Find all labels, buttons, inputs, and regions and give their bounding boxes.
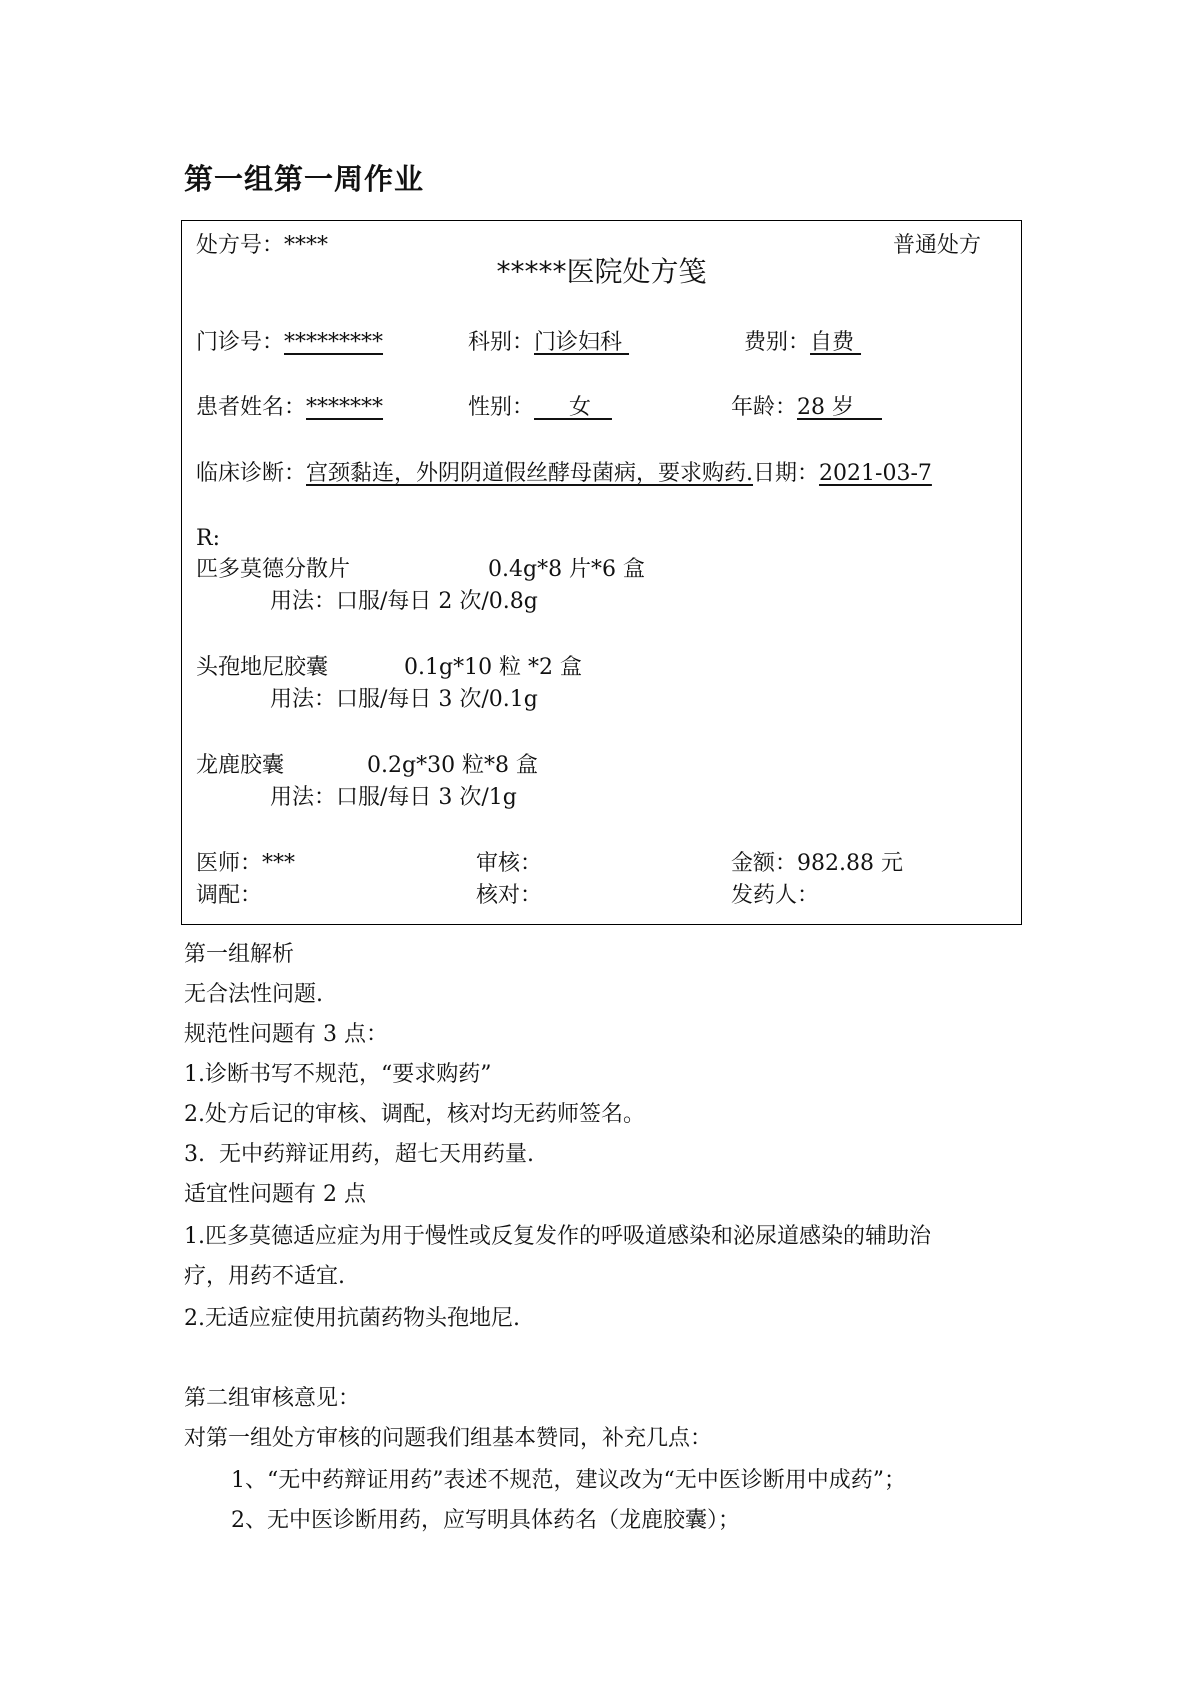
- issuer-signature: 发药人：: [731, 883, 820, 908]
- analysis-line: 2.处方后记的审核、调配，核对均无药师签名。: [184, 1102, 645, 1127]
- prescription-number: 处方号：****: [196, 233, 329, 258]
- drug-spec: 0.1g*10 粒 *2 盒: [404, 655, 583, 680]
- prescription-form: [181, 220, 1022, 925]
- clinical-diagnosis: 临床诊断：宫颈黏连，外阴阴道假丝酵母菌病，要求购药.日期：2021-03-7: [196, 461, 932, 486]
- review-intro: 对第一组处方审核的问题我们组基本赞同，补充几点：: [184, 1426, 713, 1451]
- doctor-signature: 医师：***: [196, 851, 296, 876]
- drug-name: 匹多莫德分散片: [196, 557, 351, 582]
- analysis-heading: 第一组解析: [184, 942, 295, 967]
- age: 年龄：28 岁: [731, 395, 882, 420]
- department: 科别：门诊妇科: [468, 330, 630, 355]
- prescription-type: 普通处方: [893, 233, 982, 258]
- review-signature: 审核：: [476, 851, 543, 876]
- gender: 性别： 女: [468, 395, 612, 420]
- rx-symbol: R:: [196, 526, 220, 551]
- amount: 金额：982.88 元: [731, 851, 903, 876]
- analysis-line: 无合法性问题.: [184, 982, 323, 1007]
- fee-type: 费别：自费: [744, 330, 862, 355]
- analysis-line: 规范性问题有 3 点：: [184, 1022, 388, 1047]
- outpatient-number: 门诊号：*********: [196, 330, 384, 355]
- analysis-line: 1.匹多莫德适应症为用于慢性或反复发作的呼吸道感染和泌尿道感染的辅助治: [184, 1224, 931, 1249]
- drug-name: 头孢地尼胶囊: [196, 655, 329, 680]
- drug-spec: 0.4g*8 片*6 盒: [488, 557, 646, 582]
- analysis-line: 2.无适应症使用抗菌药物头孢地尼.: [184, 1306, 520, 1331]
- check-signature: 核对：: [476, 883, 543, 908]
- dispense-signature: 调配：: [196, 883, 263, 908]
- review-heading: 第二组审核意见：: [184, 1386, 361, 1411]
- patient-name: 患者姓名：*******: [196, 395, 384, 420]
- analysis-line: 适宜性问题有 2 点: [184, 1182, 366, 1207]
- review-item: 1、“无中药辩证用药”表述不规范，建议改为“无中医诊断用中成药”；: [231, 1468, 906, 1493]
- drug-spec: 0.2g*30 粒*8 盒: [367, 753, 539, 778]
- page-title: 第一组第一周作业: [184, 162, 425, 196]
- analysis-line: 疗，用药不适宜.: [184, 1264, 345, 1289]
- review-item: 2、无中医诊断用药，应写明具体药名（龙鹿胶囊）；: [231, 1508, 740, 1533]
- hospital-title: *****医院处方笺: [496, 255, 707, 288]
- analysis-line: 1.诊断书写不规范，“要求购药”: [184, 1062, 492, 1087]
- drug-usage: 用法：口服/每日 3 次/0.1g: [270, 687, 538, 712]
- drug-usage: 用法：口服/每日 2 次/0.8g: [270, 589, 538, 614]
- drug-usage: 用法：口服/每日 3 次/1g: [270, 785, 517, 810]
- analysis-line: 3. 无中药辩证用药，超七天用药量.: [184, 1142, 534, 1167]
- drug-name: 龙鹿胶囊: [196, 753, 285, 778]
